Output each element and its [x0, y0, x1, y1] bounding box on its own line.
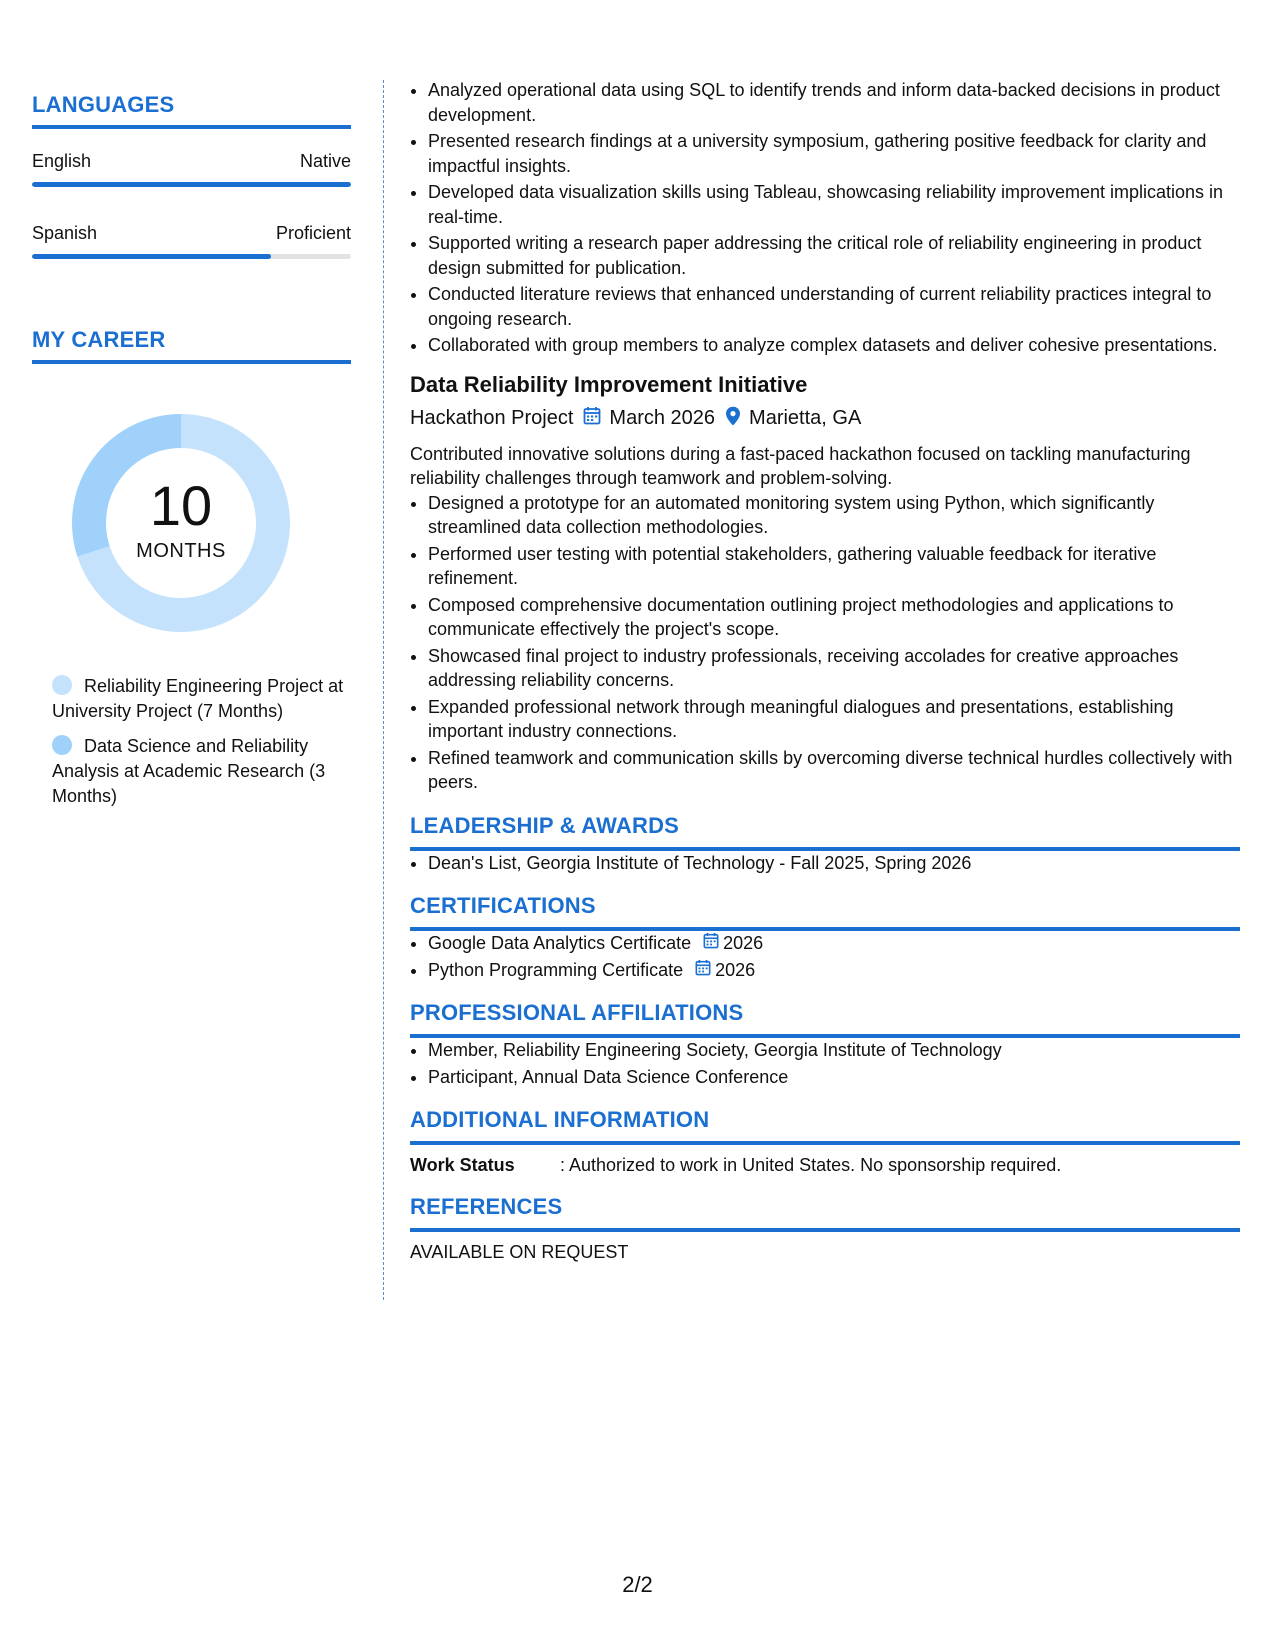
project-description: Contributed innovative solutions during a fast-paced hackathon focused on tackling manufacturing reliability challenges through teamwork and problem-solving.: [410, 443, 1191, 488]
legend-dot: [52, 675, 72, 695]
certification-item: [428, 931, 1240, 956]
additional-info-heading: ADDITIONAL INFORMATION: [410, 1107, 1240, 1145]
legend-label: Data Science and Reliability Analysis at Academic Research (3 Months): [52, 736, 326, 806]
column-divider: [383, 80, 384, 1300]
list-item: • Analyzed operational data using SQL to identify trends and inform data-backed decisions in product development.: [428, 78, 1240, 127]
location-pin-icon: [725, 406, 741, 432]
affiliations-heading: PROFESSIONAL AFFILIATIONS: [410, 1000, 1240, 1038]
language-level-fill: [32, 254, 271, 259]
list-item: • Presented research findings at a university symposium, gathering positive feedback for clarity and impactful insights.: [428, 129, 1240, 178]
legend-label: Reliability Engineering Project at University Project (7 Months): [52, 676, 344, 721]
certification-name: • Google Data Analytics Certificate: [428, 933, 692, 953]
list-item: • Conducted literature reviews that enhanced understanding of current reliability practices integral to ongoing research.: [428, 282, 1240, 331]
leadership-heading: LEADERSHIP & AWARDS: [410, 813, 1240, 851]
project-location: Marietta, GA: [749, 407, 862, 429]
languages-heading: LANGUAGES: [32, 92, 351, 129]
leadership-section: [410, 813, 1240, 876]
work-status-row: [410, 1155, 1240, 1176]
language-name: Spanish: [32, 223, 98, 243]
career-total-number: 10: [149, 474, 213, 537]
list-item: • Collaborated with group members to analyze complex datasets and deliver cohesive presentations.: [428, 333, 1240, 358]
references-section: [410, 1194, 1240, 1263]
page-number: 2/2: [622, 1572, 653, 1597]
language-level-bar: [32, 182, 351, 187]
list-item: • Dean's List, Georgia Institute of Technology - Fall 2025, Spring 2026: [428, 851, 1240, 876]
language-spanish: [32, 223, 351, 259]
certifications-heading: CERTIFICATIONS: [410, 893, 1240, 931]
list-item: • Showcased final project to industry professionals, receiving accolades for creative approaches addressing reliability concerns.: [428, 644, 1240, 693]
career-donut: [66, 408, 296, 638]
certification-name: • Python Programming Certificate: [428, 959, 684, 980]
additional-info-section: [410, 1107, 1240, 1176]
list-item: • Designed a prototype for an automated monitoring system using Python, which significantly streamlined data collection methodologies.: [428, 491, 1240, 540]
experience-bullets: [410, 78, 1240, 358]
references-text: AVAILABLE ON REQUEST: [410, 1242, 629, 1262]
project-meta: [410, 406, 1240, 432]
certification-year: 2026: [723, 933, 764, 953]
list-item: • Expanded professional network through meaningful dialogues and presentations, establishing important industry connections.: [428, 695, 1240, 744]
references-heading: REFERENCES: [410, 1194, 1240, 1232]
career-legend-item: [52, 674, 351, 724]
language-name: English: [32, 151, 92, 171]
calendar-icon: [703, 931, 719, 956]
main-content: [410, 78, 1240, 1263]
list-item: • Developed data visualization skills using Tableau, showcasing reliability improvement implications in real-time.: [428, 180, 1240, 229]
career-heading: MY CAREER: [32, 327, 351, 364]
affiliations-section: [410, 1000, 1240, 1089]
language-english: [32, 151, 351, 187]
certification-item: [428, 958, 1240, 983]
career-total-unit: MONTHS: [136, 540, 226, 562]
calendar-icon: [695, 958, 711, 983]
list-item: • Composed comprehensive documentation outlining project methodologies and applications to communicate effectively the project's scope.: [428, 593, 1240, 642]
calendar-icon: [583, 406, 601, 431]
project-title: Data Reliability Improvement Initiative: [410, 371, 808, 397]
project-entry: [410, 372, 1240, 795]
project-type: Hackathon Project: [410, 407, 574, 429]
list-item: • Performed user testing with potential stakeholders, gathering valuable feedback for iterative refinement.: [428, 542, 1240, 591]
work-status-label: Work Status: [410, 1155, 515, 1175]
career-section: [32, 327, 351, 809]
list-item: • Member, Reliability Engineering Society, Georgia Institute of Technology: [428, 1038, 1240, 1063]
project-date: March 2026: [609, 407, 716, 429]
language-level: Native: [299, 151, 351, 171]
language-level-bar: [32, 254, 351, 259]
legend-dot: [52, 735, 72, 755]
language-level-fill: [32, 182, 351, 187]
list-item: • Refined teamwork and communication skills by overcoming diverse technical hurdles collectively with peers.: [428, 746, 1240, 795]
career-legend-item: [52, 734, 351, 809]
certification-year: 2026: [715, 959, 756, 980]
language-level: Proficient: [275, 223, 351, 243]
career-legend: [32, 674, 351, 809]
work-status-value: : Authorized to work in United States. No sponsorship required.: [560, 1155, 1062, 1175]
list-item: • Participant, Annual Data Science Conference: [428, 1065, 1240, 1090]
certifications-section: [410, 893, 1240, 982]
languages-section: [32, 92, 351, 259]
list-item: • Supported writing a research paper addressing the critical role of reliability engineering in product design submitted for publication.: [428, 231, 1240, 280]
project-bullets: [410, 491, 1240, 795]
sidebar: [32, 92, 351, 819]
